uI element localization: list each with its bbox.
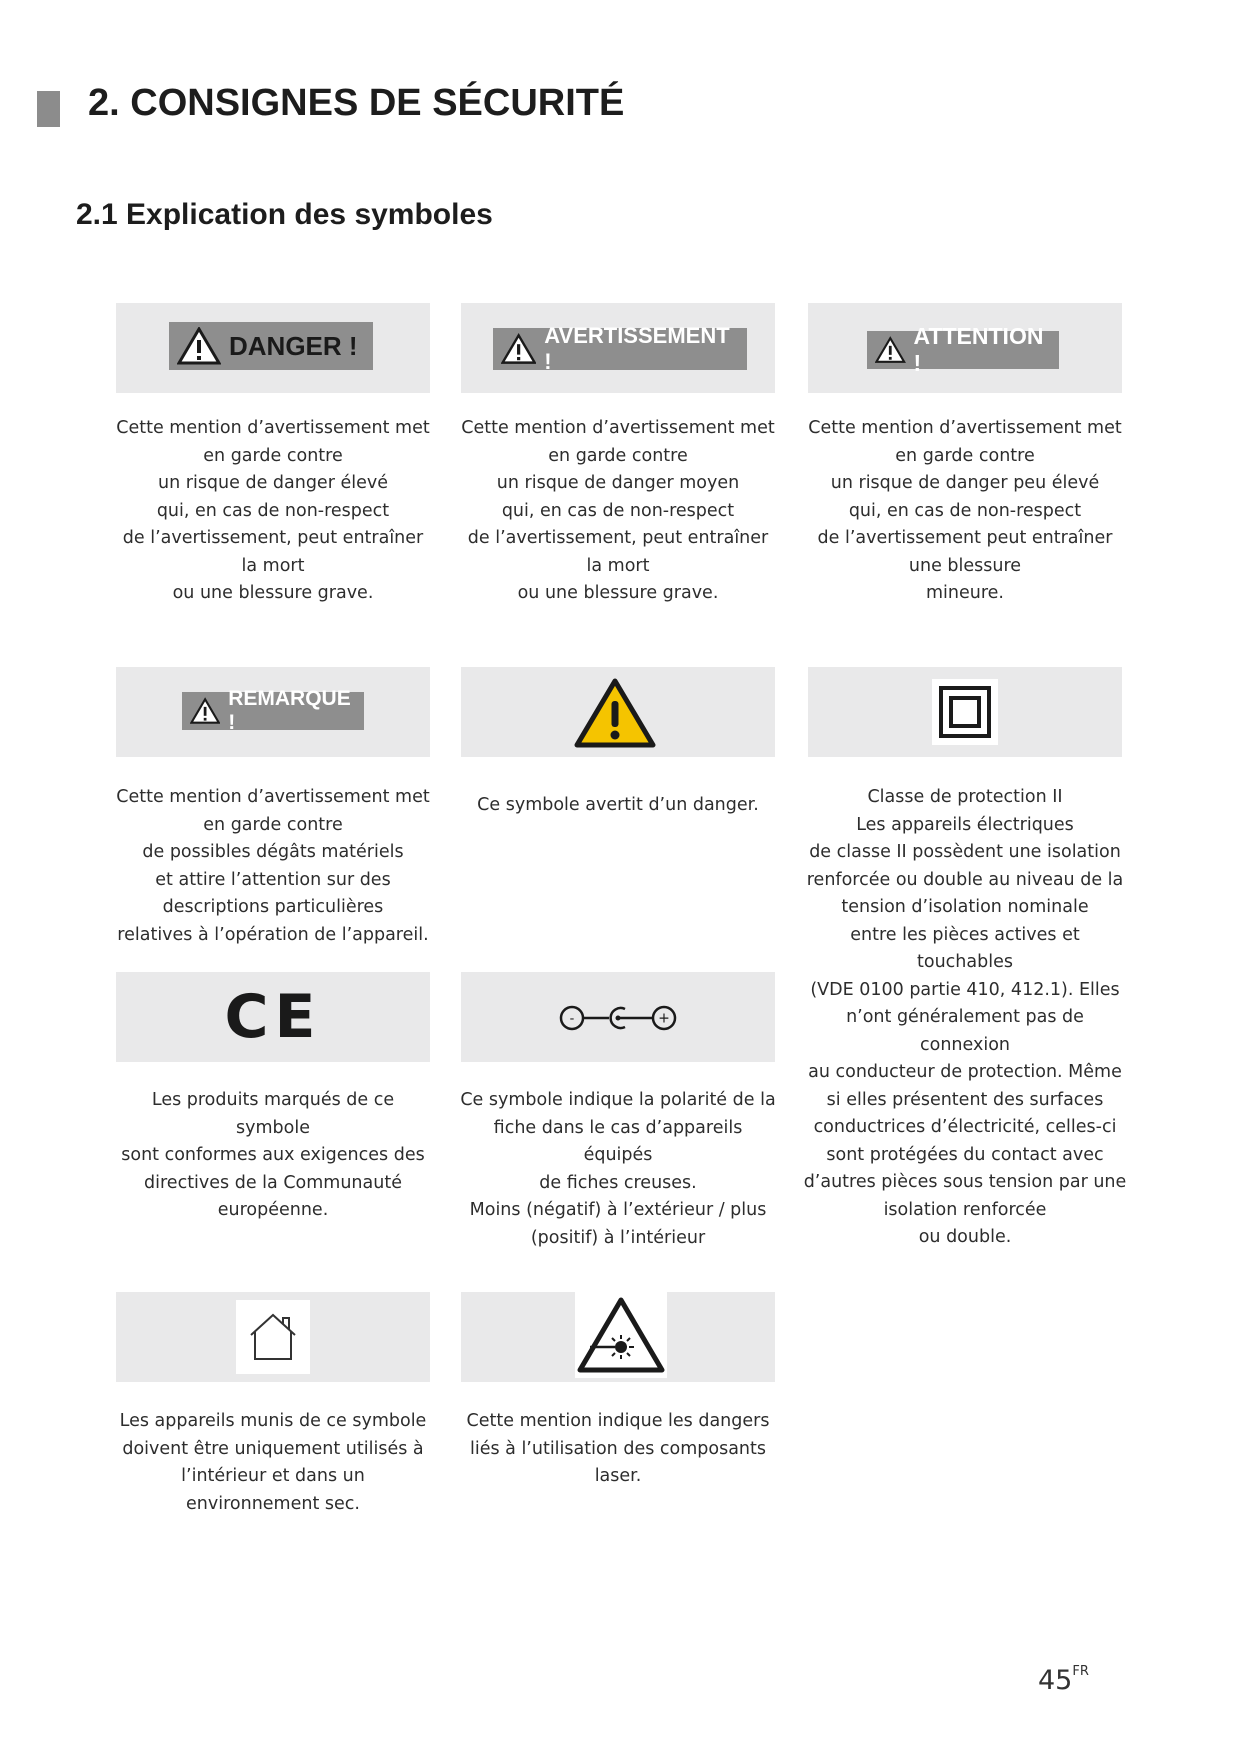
class-ii-icon-box: [932, 679, 998, 745]
laser-description: Cette mention indique les dangers liés à l’utilisation des composants laser.: [466, 1411, 770, 1486]
laser-warning-icon: [576, 1295, 666, 1375]
indoor-use-panel: [116, 1292, 430, 1382]
indoor-use-description: Les appareils munis de ce symbole doivent être uniquement utilisés à l’intérieur et dans un environnement sec.: [119, 1411, 427, 1514]
attention-panel: [808, 303, 1122, 393]
ce-panel: [116, 972, 430, 1062]
class-ii-protection-icon: [938, 685, 992, 739]
remarque-label: REMARQUE !: [228, 687, 351, 734]
warning-triangle-icon: [177, 327, 221, 365]
remarque-description: Cette mention d’avertissement met en garde contre de possibles dégâts matériels et attire l’attention sur des descriptions particulières relatives à l’opération de l’appareil.: [116, 787, 430, 945]
avertissement-panel: [461, 303, 775, 393]
section-marker: [37, 91, 60, 127]
danger-description: Cette mention d’avertissement met en garde contre un risque de danger élevé qui, en cas de non-respect de l’avertissement, peut entraîner la mort ou une blessure grave.: [116, 418, 430, 603]
danger-signal-word: [169, 322, 373, 370]
language-code: FR: [1072, 1664, 1089, 1679]
avertissement-signal-word: [493, 323, 747, 374]
polarity-description: Ce symbole indique la polarité de la fiche dans le cas d’appareils équipés de fiches creuses. Moins (négatif) à l’extérieur / plus (positif) à l’intérieur: [460, 1090, 776, 1248]
class-ii-panel: [808, 667, 1122, 757]
class-ii-description: Classe de protection II Les appareils électriques de classe II possèdent une isolation renforcée ou double au niveau de la tension d’isolation nominale entre les pièces actives et touchables (VDE 0100 partie 410, 412.1). Elles n’ont généralement pas de connexion au conducteur de protection. Même si elles présentent des surfaces conductrices d’électricité, celles-ci sont protégées du contact avec d’autres pièces sous tension par une isolation renforcée ou double.: [803, 787, 1127, 1247]
polarity-minus-sign: -: [569, 1011, 575, 1027]
page-number: $45^{FR}$: [1038, 1664, 1089, 1696]
attention-description: Cette mention d’avertissement met en garde contre un risque de danger peu élevé qui, en cas de non-respect de l’avertissement peut entraîner une blessure mineure.: [808, 418, 1122, 603]
danger-label: DANGER !: [229, 330, 358, 361]
warning-triangle-icon: [190, 697, 220, 725]
attention-label: ATTENTION !: [913, 323, 1044, 376]
avertissement-label: AVERTISSEMENT !: [544, 323, 730, 374]
remarque-signal-word: [182, 687, 364, 734]
indoor-use-house-icon: [243, 1309, 303, 1365]
warning-triangle-icon: [501, 333, 536, 365]
warning-triangle-icon: [573, 677, 657, 749]
polarity-plus-sign: +: [658, 1010, 670, 1027]
laser-panel: [461, 1292, 775, 1382]
ce-mark-icon: CE: [224, 982, 322, 1052]
ce-description: Les produits marqués de ce symbole sont conformes aux exigences des directives de la Communauté européenne.: [121, 1090, 425, 1220]
polarity-panel: [461, 972, 775, 1062]
warning-symbol-panel: [461, 667, 775, 757]
danger-panel: [116, 303, 430, 393]
subsection-title: 2.1 Explication des symboles: [76, 198, 493, 231]
remarque-panel: [116, 667, 430, 757]
section-title: 2. CONSIGNES DE SÉCURITÉ: [88, 82, 625, 124]
laser-icon-box: [575, 1292, 667, 1378]
polarity-icon: [559, 1002, 677, 1034]
attention-signal-word: [867, 323, 1059, 376]
indoor-use-icon-box: [236, 1300, 310, 1374]
avertissement-description: Cette mention d’avertissement met en garde contre un risque de danger moyen qui, en cas de non-respect de l’avertissement, peut entraîner la mort ou une blessure grave.: [461, 418, 775, 603]
warning-symbol-description: Ce symbole avertit d’un danger.: [477, 795, 759, 815]
warning-triangle-icon: [875, 336, 906, 364]
